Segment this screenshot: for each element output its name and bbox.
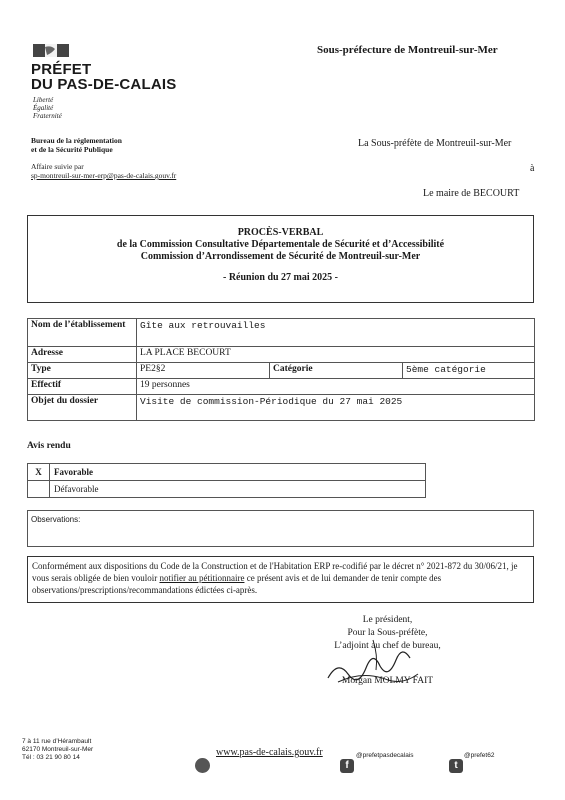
sous-prefecture-title: Sous-préfecture de Montreuil-sur-Mer	[317, 44, 498, 56]
signature-block: Le président, Pour la Sous-préfète, L’adjoint au chef de bureau, Morgan MOLMY FAIT	[300, 614, 475, 688]
type-value: PE2§2	[137, 363, 270, 379]
twitter-icon[interactable]: t	[449, 759, 463, 773]
marianne-logo	[33, 44, 69, 57]
sender-line: La Sous-préfète de Montreuil-sur-Mer	[358, 138, 512, 149]
defavorable-checkbox[interactable]	[28, 481, 50, 498]
signatory-name: Morgan MOLMY FAIT	[341, 676, 434, 686]
table-row	[28, 464, 426, 481]
recipient-line: Le maire de BECOURT	[423, 188, 520, 199]
handwritten-signature	[318, 630, 428, 690]
avis-table	[27, 463, 426, 498]
adresse-value: LA PLACE BECOURT	[137, 347, 535, 363]
affaire-email-link[interactable]: sp-montreuil-sur-mer-erp@pas-de-calais.gouv.fr	[31, 171, 177, 180]
table-row	[28, 379, 535, 395]
observations-box	[27, 510, 534, 547]
favorable-checkbox[interactable]: X	[28, 464, 50, 481]
avis-rendu-title: Avis rendu	[27, 441, 71, 451]
favorable-label: Favorable	[50, 464, 426, 481]
pv-arrondissement: Commission d’Arrondissement de Sécurité de Montreuil-sur-Mer	[140, 251, 421, 262]
affaire-suivie: Affaire suivie par sp-montreuil-sur-mer-erp@pas-de-calais.gouv.fr	[31, 162, 177, 180]
twitter-handle[interactable]: @prefet62	[464, 752, 495, 759]
bureau-label: Bureau de la réglementation et de la Sécurité Publique	[31, 136, 122, 154]
footer-address: 7 à 11 rue d’Hérambault 62170 Montreuil-sur-Mer Tél : 03 21 90 80 14	[22, 738, 94, 761]
establishment-table	[27, 318, 535, 421]
adresse-label: Adresse	[28, 347, 137, 363]
effectif-value: 19 personnes	[137, 379, 535, 395]
defavorable-label: Défavorable	[50, 481, 426, 498]
table-row	[28, 395, 535, 421]
objet-value: Visite de commission-Périodique du 27 mai 2025	[137, 395, 535, 421]
proces-verbal-box	[27, 215, 534, 303]
facebook-handle[interactable]: @prefetpasdecalais	[356, 752, 414, 759]
pv-title: PROCÈS-VERBAL	[237, 227, 324, 238]
table-row	[28, 363, 535, 379]
observations-label: Observations:	[31, 515, 81, 524]
conformity-notice: Conformément aux dispositions du Code de la Construction et de l'Habitation ERP re-codifié par le décret n° 2021-872 du 30/06/21, je vous serais obligée de bien vouloir notifier au pétitionnaire ce présent avis et de lui demander de tenir compte des observations/prescriptions/recommandations édictées ci-après.	[27, 556, 534, 603]
table-row	[28, 481, 426, 498]
type-label: Type	[28, 363, 137, 379]
prefet-title: PRÉFET DU PAS-DE-CALAIS	[31, 61, 177, 93]
pv-commission: de la Commission Consultative Départementale de Sécurité et d’Accessibilité	[116, 239, 445, 250]
categorie-label: Catégorie	[270, 363, 403, 379]
nom-value: Gîte aux retrouvailles	[137, 319, 535, 347]
categorie-value: 5ème catégorie	[403, 363, 535, 379]
objet-label: Objet du dossier	[28, 395, 137, 421]
website-link[interactable]: www.pas-de-calais.gouv.fr	[216, 747, 323, 758]
effectif-label: Effectif	[28, 379, 137, 395]
table-row	[28, 319, 535, 347]
table-row	[28, 347, 535, 363]
a-line: à	[530, 163, 535, 174]
pv-reunion-date: - Réunion du 27 mai 2025 -	[222, 272, 338, 283]
devise: Liberté Égalité Fraternité	[33, 96, 62, 120]
facebook-icon[interactable]: f	[340, 759, 354, 773]
nom-label: Nom de l’établissement	[28, 319, 137, 347]
globe-icon	[195, 758, 210, 773]
